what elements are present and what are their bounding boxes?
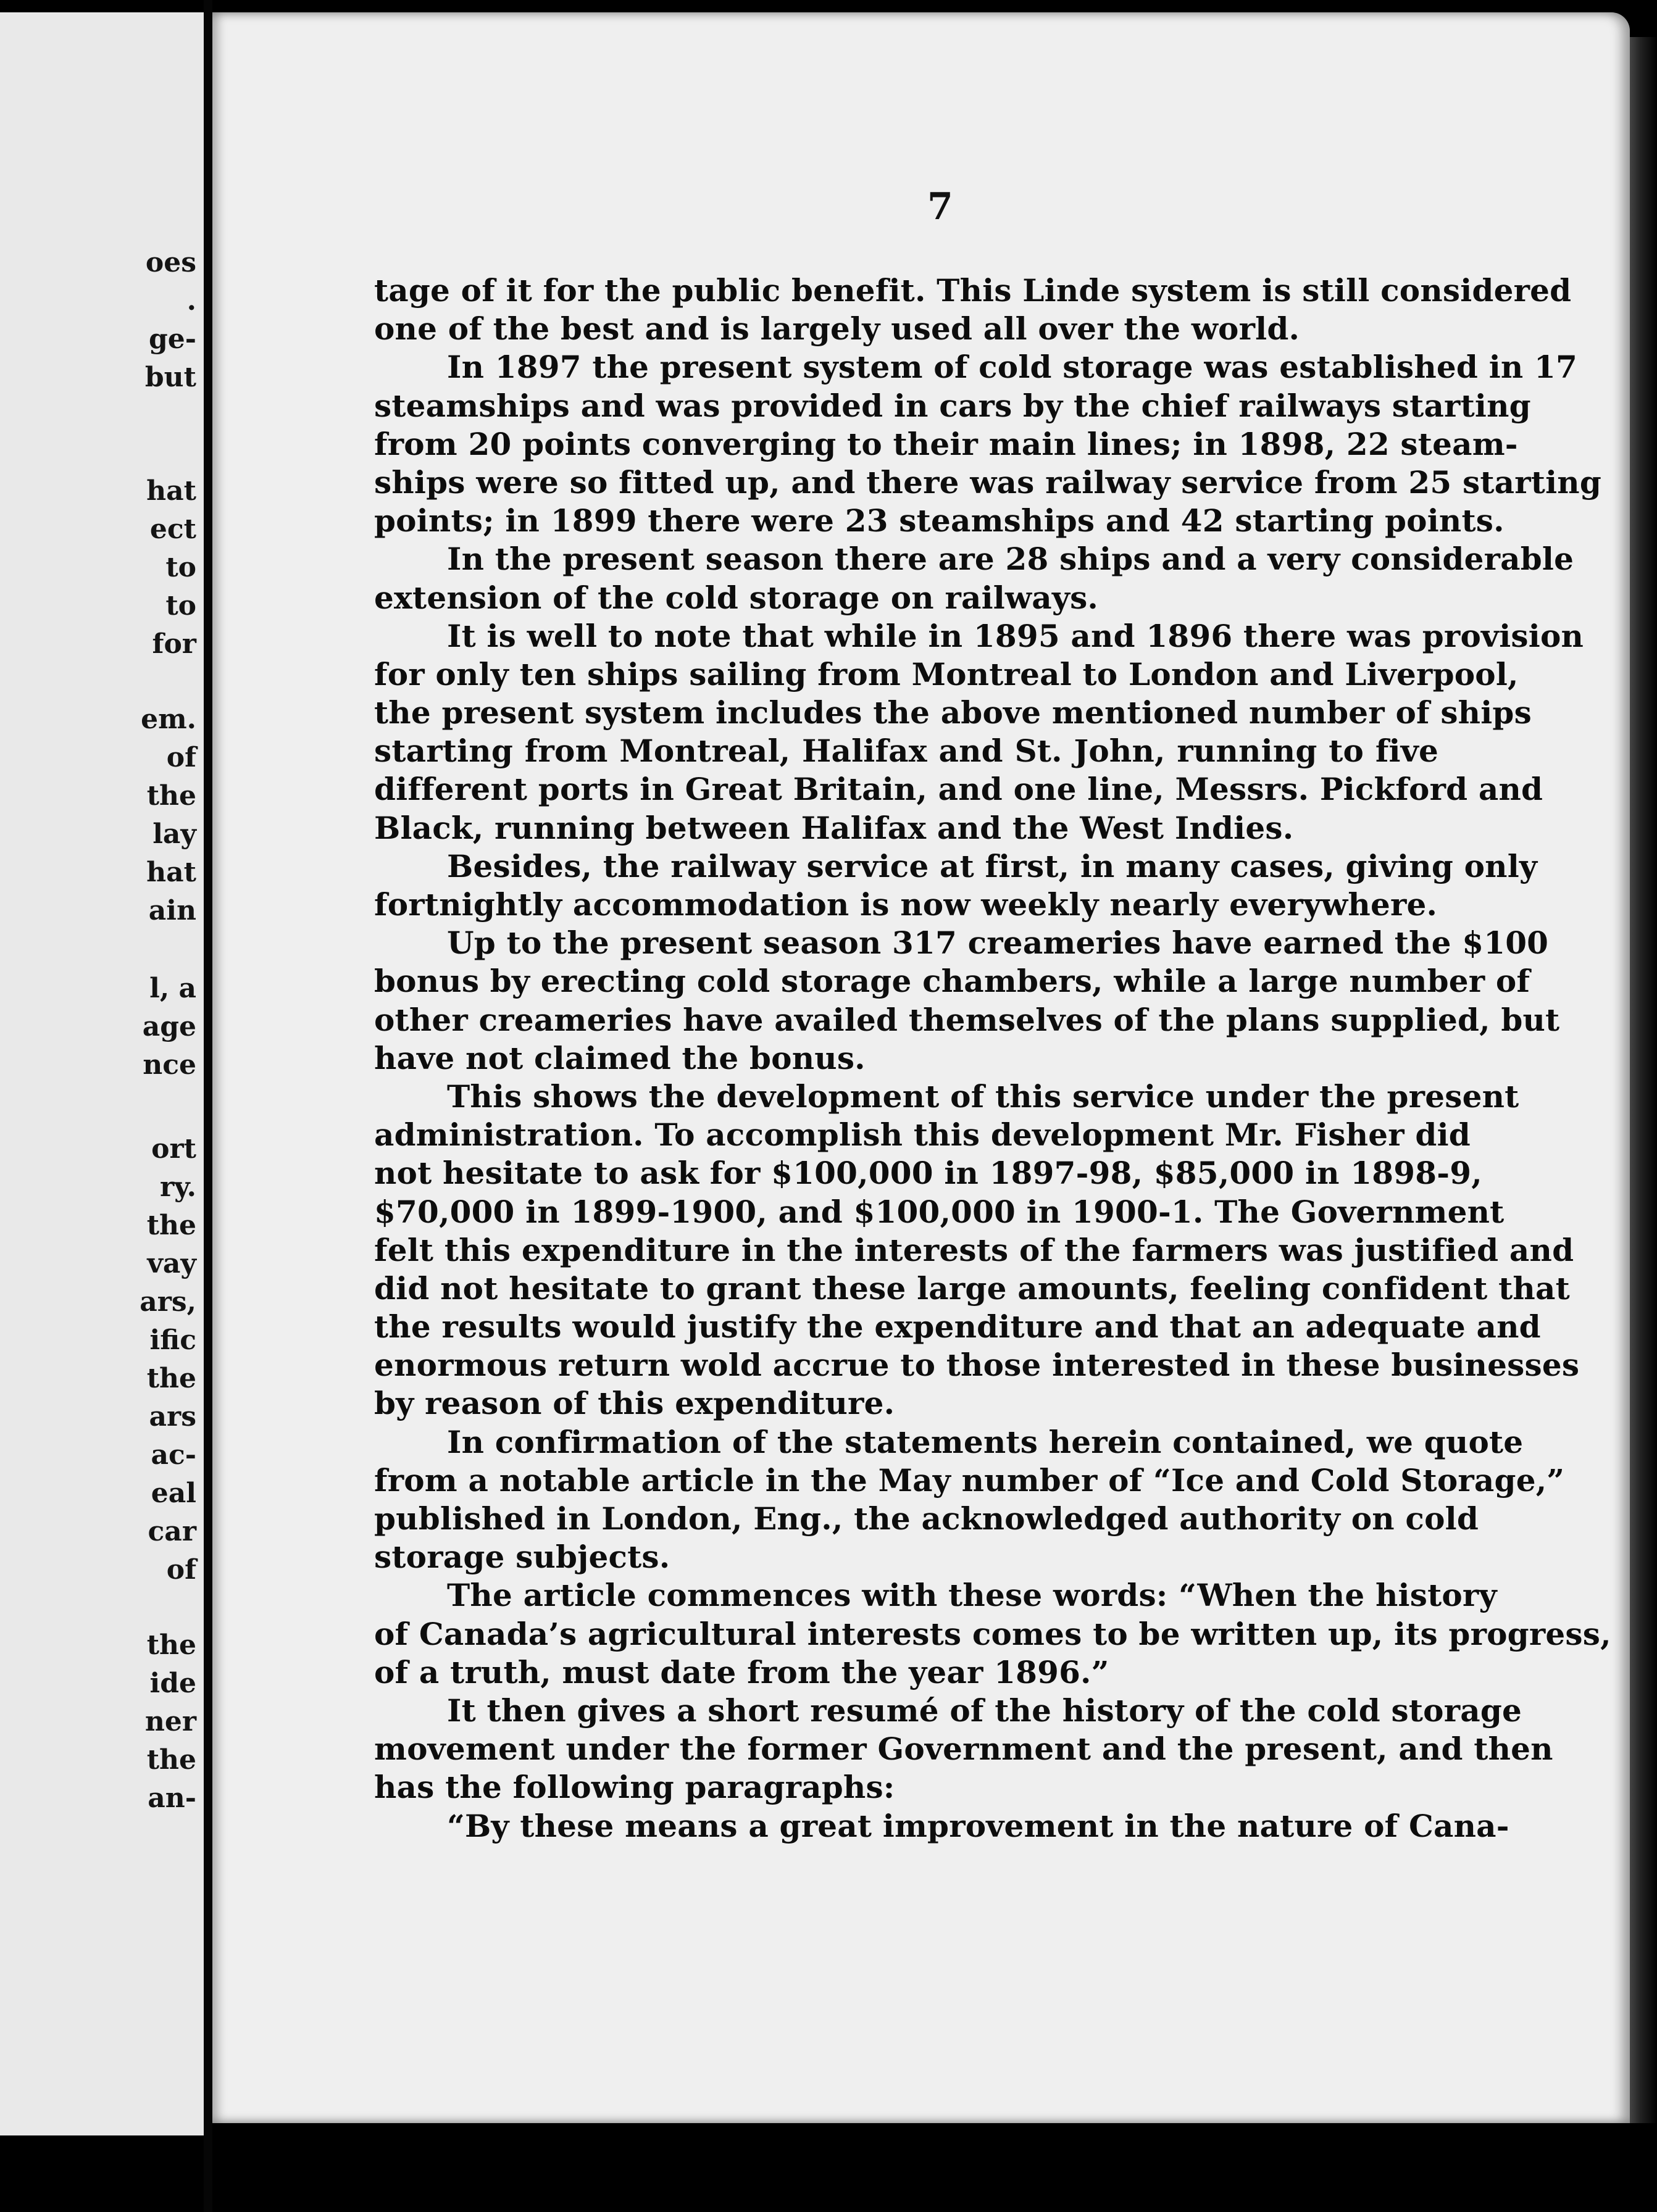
text-line: movement under the former Government and the present, and then bbox=[374, 1731, 1553, 1768]
text-line: starting from Montreal, Halifax and St. John, running to five bbox=[374, 733, 1438, 770]
left-page-fragment: eal bbox=[151, 1478, 196, 1509]
text-line: storage subjects. bbox=[374, 1539, 670, 1576]
left-page-fragment: an- bbox=[148, 1782, 196, 1814]
body-text bbox=[374, 272, 1611, 1845]
left-page-fragment: ge- bbox=[148, 323, 196, 355]
text-line: Besides, the railway service at first, in many cases, giving only bbox=[447, 847, 1538, 884]
left-page-fragment: vay bbox=[147, 1248, 196, 1279]
text-line: of a truth, must date from the year 1896.” bbox=[374, 1653, 1109, 1690]
text-line: by reason of this expenditure. bbox=[374, 1385, 895, 1422]
text-line: ships were so fitted up, and there was railway service from 25 starting bbox=[374, 464, 1602, 501]
left-page-fragment: ort bbox=[151, 1133, 196, 1165]
left-page-fragment: . bbox=[186, 285, 196, 317]
left-page-fragment: but bbox=[144, 362, 196, 393]
left-page-fragment: em. bbox=[141, 704, 196, 735]
book-gutter bbox=[204, 0, 212, 2212]
text-line: Up to the present season 317 creameries have earned the $100 bbox=[447, 925, 1549, 962]
text-line: have not claimed the bonus. bbox=[374, 1039, 866, 1076]
left-page-fragment: hat bbox=[146, 857, 196, 888]
left-page-fragment: lay bbox=[152, 818, 196, 850]
text-line: published in London, Eng., the acknowledged authority on cold bbox=[374, 1500, 1479, 1537]
text-line: other creameries have availed themselves of the plans supplied, but bbox=[374, 1001, 1560, 1038]
left-page-fragment: to bbox=[165, 552, 196, 583]
left-page-fragment: ain bbox=[148, 895, 196, 926]
text-line: different ports in Great Britain, and one line, Messrs. Pickford and bbox=[374, 771, 1543, 808]
page-number: 7 bbox=[927, 185, 953, 228]
left-page-fragment: ect bbox=[149, 514, 196, 545]
left-page-fragment: ry. bbox=[159, 1171, 196, 1203]
text-line: has the following paragraphs: bbox=[374, 1769, 895, 1806]
text-line: from 20 points converging to their main lines; in 1898, 22 steam- bbox=[374, 425, 1518, 462]
text-line: administration. To accomplish this development Mr. Fisher did bbox=[374, 1116, 1471, 1154]
left-page-fragment: to bbox=[165, 590, 196, 622]
left-page-fragment: of bbox=[166, 742, 196, 773]
left-page-fragment: car bbox=[148, 1516, 196, 1547]
text-line: In 1897 the present system of cold storage was established in 17 bbox=[447, 349, 1578, 386]
left-page-fragment: the bbox=[146, 780, 196, 812]
left-page-fragment: of bbox=[166, 1554, 196, 1586]
left-page-fragment: the bbox=[146, 1363, 196, 1394]
text-line: $70,000 in 1899-1900, and $100,000 in 1900-1. The Government bbox=[374, 1193, 1505, 1230]
left-page-fragment: ac- bbox=[151, 1439, 196, 1471]
text-line: fortnightly accommodation is now weekly nearly everywhere. bbox=[374, 886, 1438, 923]
page-edge-shadow bbox=[1630, 37, 1657, 2123]
text-line: points; in 1899 there were 23 steamships and 42 starting points. bbox=[374, 502, 1505, 539]
left-page-fragment: hat bbox=[146, 475, 196, 507]
left-facing-page bbox=[0, 12, 207, 2135]
text-line: This shows the development of this service under the present bbox=[447, 1078, 1519, 1115]
text-line: did not hesitate to grant these large amounts, feeling confident that bbox=[374, 1270, 1570, 1307]
text-line: It is well to note that while in 1895 and 1896 there was provision bbox=[447, 617, 1584, 654]
left-page-fragment: the bbox=[146, 1629, 196, 1661]
text-line: of Canada’s agricultural interests comes to be written up, its progress, bbox=[374, 1615, 1611, 1652]
text-line: steamships and was provided in cars by the chief railways starting bbox=[374, 387, 1531, 424]
left-page-fragment: ner bbox=[144, 1706, 196, 1737]
text-line: for only ten ships sailing from Montreal to London and Liverpool, bbox=[374, 655, 1519, 692]
text-line: Black, running between Halifax and the West Indies. bbox=[374, 809, 1294, 846]
left-page-fragment: ide bbox=[149, 1668, 196, 1699]
text-line: tage of it for the public benefit. This Linde system is still considered bbox=[374, 272, 1572, 309]
text-line: In confirmation of the statements herein contained, we quote bbox=[447, 1423, 1524, 1460]
text-line: not hesitate to ask for $100,000 in 1897-98, $85,000 in 1898-9, bbox=[374, 1155, 1482, 1192]
left-page-fragment: nce bbox=[143, 1049, 196, 1081]
left-page-fragment: the bbox=[146, 1744, 196, 1776]
text-line: “By these means a great improvement in the nature of Cana- bbox=[447, 1807, 1509, 1844]
left-page-fragment: l, a bbox=[149, 973, 196, 1004]
left-page-fragment: age bbox=[142, 1011, 196, 1042]
text-line: enormous return wold accrue to those interested in these businesses bbox=[374, 1347, 1580, 1384]
text-line: The article commences with these words: “When the history bbox=[447, 1577, 1497, 1614]
left-page-fragment: ars bbox=[149, 1401, 196, 1432]
left-page-fragment: ific bbox=[149, 1324, 196, 1356]
text-line: It then gives a short resumé of the history of the cold storage bbox=[447, 1692, 1522, 1729]
text-line: felt this expenditure in the interests of the farmers was justified and bbox=[374, 1231, 1574, 1268]
text-line: extension of the cold storage on railways. bbox=[374, 579, 1099, 616]
text-line: the present system includes the above mentioned number of ships bbox=[374, 694, 1532, 731]
left-page-fragment: the bbox=[146, 1210, 196, 1241]
text-line: bonus by erecting cold storage chambers, while a large number of bbox=[374, 963, 1530, 1000]
left-page-fragment: ars, bbox=[140, 1286, 196, 1318]
text-line: from a notable article in the May number of “Ice and Cold Storage,” bbox=[374, 1462, 1565, 1499]
text-line: In the present season there are 28 ships and a very considerable bbox=[447, 541, 1574, 578]
text-line: the results would justify the expenditure and that an adequate and bbox=[374, 1308, 1541, 1345]
text-line: one of the best and is largely used all over the world. bbox=[374, 310, 1300, 347]
left-page-fragment: oes bbox=[145, 247, 196, 278]
left-page-fragment: for bbox=[152, 628, 196, 660]
